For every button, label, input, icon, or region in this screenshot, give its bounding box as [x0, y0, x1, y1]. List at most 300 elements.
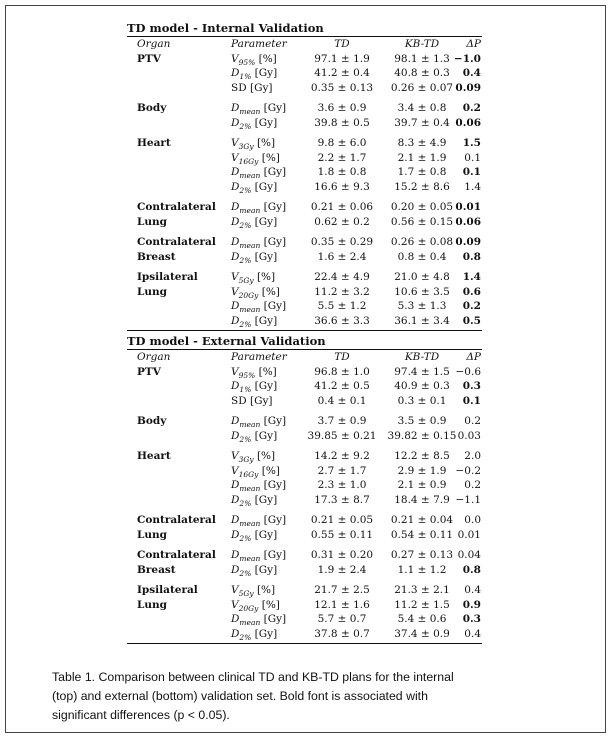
parameter-symbol-letter: D: [231, 215, 240, 228]
delta-p-value: 0.2: [464, 415, 481, 427]
parameter-symbol-letter: D: [231, 429, 240, 442]
table-row: [127, 612, 482, 627]
td-value: 0.21 ± 0.05: [310, 514, 374, 526]
delta-p-value: 0.1: [464, 151, 481, 164]
parameter-unit: [Gy]: [254, 493, 278, 506]
parameter-unit: [Gy]: [249, 394, 273, 407]
parameter-symbol-letter: V: [231, 598, 239, 611]
parameter-symbol-letter: D: [231, 236, 240, 248]
kbtd-value: 39.7 ± 0.4: [394, 116, 450, 129]
parameter-symbol-letter: D: [231, 300, 240, 312]
parameter-unit: [Gy]: [254, 314, 278, 327]
parameter-symbol-letter: V: [231, 285, 239, 298]
parameter-symbol: [231, 271, 254, 286]
table-row: [127, 583, 482, 598]
td-value: 37.8 ± 0.7: [314, 627, 370, 640]
kbtd-value: 5.3 ± 1.3: [397, 300, 447, 312]
parameter-symbol: [231, 564, 251, 576]
kbtd-value: 1.7 ± 0.8: [397, 166, 447, 178]
table-row: [127, 180, 482, 195]
td-value: 0.55 ± 0.11: [310, 528, 374, 541]
organ-label: Contralateral: [137, 514, 216, 526]
delta-p-value: 0.4: [462, 67, 481, 79]
parameter-symbol: [231, 251, 251, 263]
delta-p-value: 0.5: [462, 314, 481, 327]
td-value: 0.62 ± 0.2: [314, 215, 370, 228]
table-row: [127, 464, 482, 479]
parameter-unit: [Gy]: [263, 514, 287, 526]
parameter-symbol: [231, 395, 247, 407]
delta-p-value: −0.6: [455, 365, 481, 378]
td-value: 0.35 ± 0.29: [310, 236, 374, 248]
parameter-unit: [Gy]: [254, 215, 278, 228]
parameter-subscript: mean: [239, 241, 261, 251]
parameter-symbol-letter: D: [231, 479, 240, 491]
parameter-unit: [%]: [261, 285, 280, 298]
organ-label: Contralateral: [137, 549, 216, 561]
kbtd-value: 21.3 ± 2.1: [394, 584, 450, 596]
td-value: 1.8 ± 0.8: [317, 166, 367, 178]
delta-p-value: 0.03: [457, 429, 481, 442]
parameter-unit: [Gy]: [263, 102, 287, 114]
delta-p-value: 0.0: [464, 514, 481, 526]
td-value: 14.2 ± 9.2: [314, 450, 370, 462]
delta-p-value: 0.01: [457, 528, 481, 541]
table-row: [127, 598, 482, 613]
parameter-symbol-letter: V: [231, 450, 239, 462]
td-value: 97.1 ± 1.9: [314, 52, 370, 65]
delta-p-value: 0.3: [462, 613, 481, 625]
parameter-symbol-letter: V: [231, 365, 239, 378]
parameter-symbol: [231, 67, 252, 82]
parameter-label: [231, 314, 277, 333]
delta-p-value: −1.0: [453, 52, 481, 65]
parameter-symbol: [231, 117, 251, 129]
kbtd-value: 37.4 ± 0.9: [394, 627, 450, 640]
parameter-subscript: 3Gy: [238, 142, 254, 152]
parameter-subscript: 2%: [239, 632, 252, 642]
td-value: 9.8 ± 6.0: [317, 137, 367, 149]
kbtd-value: 0.54 ± 0.11: [390, 528, 454, 541]
parameter-symbol: [231, 286, 258, 298]
kbtd-value: 0.26 ± 0.08: [390, 236, 454, 248]
parameter-subscript: 2%: [239, 434, 252, 444]
delta-p-value: 0.1: [462, 166, 481, 178]
kbtd-value: 5.4 ± 0.6: [397, 613, 447, 625]
parameter-symbol-letter: V: [231, 464, 239, 477]
td-value: 5.5 ± 1.2: [317, 300, 367, 312]
parameter-subscript: 95%: [238, 57, 256, 67]
parameter-subscript: mean: [239, 171, 261, 181]
kbtd-value: 0.21 ± 0.04: [390, 514, 454, 526]
table-row: [127, 394, 482, 409]
table-row: [127, 116, 482, 131]
parameter-subscript: 2%: [239, 498, 252, 508]
table-row: [127, 379, 482, 394]
kbtd-value: 2.1 ± 1.9: [397, 151, 447, 164]
parameter-unit: [Gy]: [254, 563, 278, 576]
table-row: [127, 365, 482, 380]
delta-p-value: 0.1: [462, 394, 481, 407]
parameter-symbol-letter: D: [231, 563, 240, 576]
delta-p-value: 0.4: [464, 627, 481, 640]
bottom-rule: [127, 643, 482, 644]
delta-p-value: 0.06: [455, 116, 481, 129]
table-caption: [52, 668, 572, 725]
parameter-subscript: mean: [239, 618, 261, 628]
td-value: 1.6 ± 2.4: [317, 250, 367, 263]
table-row: [127, 66, 482, 81]
header-parameter: Parameter: [231, 38, 287, 50]
td-value: 39.8 ± 0.5: [314, 116, 370, 129]
td-value: 0.31 ± 0.20: [310, 549, 374, 561]
bottom-rule: [127, 330, 482, 331]
parameter-subscript: 2%: [239, 533, 252, 543]
table-row: [127, 270, 482, 285]
delta-p-value: 0.4: [464, 584, 481, 596]
organ-label: Lung: [137, 528, 167, 541]
internal-validation-table: [127, 20, 482, 331]
parameter-symbol: [231, 366, 255, 378]
td-value: 21.7 ± 2.5: [314, 584, 370, 596]
kbtd-value: 98.1 ± 1.3: [394, 52, 450, 65]
parameter-unit: [%]: [258, 52, 277, 65]
parameter-subscript: 3Gy: [238, 455, 254, 465]
parameter-unit: [Gy]: [254, 380, 278, 392]
kbtd-value: 40.8 ± 0.3: [394, 67, 450, 79]
parameter-symbol-letter: D: [231, 415, 240, 427]
table-row: [127, 215, 482, 230]
parameter-symbol: [231, 315, 251, 327]
delta-p-value: 1.4: [464, 180, 481, 193]
td-value: 2.2 ± 1.7: [317, 151, 367, 164]
parameter-symbol: [231, 529, 251, 541]
kbtd-value: 12.2 ± 8.5: [394, 450, 450, 462]
organ-label: Contralateral: [137, 236, 216, 248]
parameter-symbol: [231, 166, 261, 181]
parameter-label: [231, 394, 272, 409]
parameter-symbol: [231, 300, 261, 315]
parameter-unit: [Gy]: [254, 429, 278, 442]
organ-label: Heart: [137, 450, 171, 462]
kbtd-value: 40.9 ± 0.3: [394, 380, 450, 392]
header-kbtd: KB-TD: [404, 351, 440, 363]
td-value: 16.6 ± 9.3: [314, 180, 370, 193]
td-value: 39.85 ± 0.21: [307, 429, 377, 442]
table-row: [127, 528, 482, 543]
parameter-subscript: 1%: [239, 385, 252, 395]
parameter-subscript: 2%: [239, 220, 252, 230]
parameter-unit: [%]: [256, 271, 276, 283]
organ-label: PTV: [137, 365, 161, 378]
delta-p-value: 0.2: [464, 479, 481, 491]
delta-p-value: 0.2: [462, 300, 481, 312]
td-value: 3.6 ± 0.9: [317, 102, 367, 114]
table-row: [127, 200, 482, 215]
parameter-subscript: 2%: [239, 319, 252, 329]
parameter-symbol-letter: D: [231, 250, 240, 263]
delta-p-value: 0.3: [462, 380, 481, 392]
parameter-symbol: [231, 102, 261, 117]
delta-p-value: 0.8: [462, 250, 481, 263]
td-value: 0.35 ± 0.13: [310, 81, 374, 94]
kbtd-value: 36.1 ± 3.4: [394, 314, 450, 327]
parameter-subscript: 2%: [239, 568, 252, 578]
td-value: 0.21 ± 0.06: [310, 201, 374, 213]
parameter-unit: [Gy]: [254, 627, 278, 640]
organ-label: PTV: [137, 52, 161, 65]
parameter-subscript: mean: [239, 554, 261, 564]
parameter-symbol: [231, 236, 261, 251]
parameter-symbol: [231, 216, 251, 228]
table-row: [127, 563, 482, 578]
parameter-unit: [Gy]: [263, 549, 287, 561]
kbtd-value: 0.27 ± 0.13: [390, 549, 454, 561]
parameter-subscript: 5Gy: [238, 276, 254, 286]
organ-label: Heart: [137, 137, 171, 149]
parameter-symbol: [231, 613, 261, 628]
parameter-unit: [Gy]: [254, 116, 278, 129]
parameter-subscript: 20Gy: [238, 603, 259, 613]
kbtd-value: 2.9 ± 1.9: [397, 464, 447, 477]
parameter-label: [231, 627, 277, 646]
delta-p-value: 0.06: [455, 215, 481, 228]
parameter-subscript: mean: [239, 420, 261, 430]
delta-p-value: 2.0: [464, 450, 481, 462]
kbtd-value: 21.0 ± 4.8: [394, 271, 450, 283]
parameter-symbol-letter: D: [231, 116, 240, 129]
table-row: [127, 165, 482, 180]
parameter-label: [231, 116, 277, 135]
parameter-symbol-letter: D: [231, 102, 240, 114]
parameter-subscript: mean: [239, 107, 261, 117]
parameter-symbol: [231, 450, 254, 465]
parameter-symbol-letter: D: [231, 549, 240, 561]
parameter-unit: [Gy]: [263, 236, 287, 248]
parameter-symbol: [231, 201, 261, 216]
header-row: [127, 350, 482, 365]
td-value: 0.4 ± 0.1: [317, 394, 367, 407]
parameter-unit: [Gy]: [249, 81, 273, 94]
organ-label: Breast: [137, 563, 176, 576]
parameter-symbol-letter: D: [231, 201, 240, 213]
table-row: [127, 548, 482, 563]
header-kbtd: KB-TD: [404, 38, 440, 50]
parameter-symbol: [231, 415, 261, 430]
organ-label: Lung: [137, 215, 167, 228]
delta-p-value: 0.09: [455, 81, 481, 94]
parameter-symbol-letter: D: [231, 613, 240, 625]
kbtd-value: 0.20 ± 0.05: [390, 201, 454, 213]
parameter-symbol: [231, 465, 258, 477]
td-value: 36.6 ± 3.3: [314, 314, 370, 327]
kbtd-value: 10.6 ± 3.5: [394, 285, 450, 298]
td-value: 5.7 ± 0.7: [317, 613, 367, 625]
table-row: [127, 285, 482, 300]
parameter-symbol-letter: V: [231, 271, 239, 283]
kbtd-value: 2.1 ± 0.9: [397, 479, 447, 491]
organ-label: Body: [137, 415, 167, 427]
parameter-label: [231, 250, 277, 269]
kbtd-value: 15.2 ± 8.6: [394, 180, 450, 193]
table-row: [127, 429, 482, 444]
parameter-label: [231, 180, 277, 199]
table-row: [127, 235, 482, 250]
table-row: [127, 493, 482, 508]
caption-line-2: (top) and external (bottom) validation set. Bold font is associated with: [52, 689, 428, 703]
section-title: TD model - Internal Validation: [127, 21, 324, 35]
parameter-unit: [%]: [258, 365, 277, 378]
kbtd-value: 0.26 ± 0.07: [390, 81, 454, 94]
header-td: TD: [334, 38, 350, 50]
parameter-subscript: 5Gy: [238, 589, 254, 599]
td-value: 22.4 ± 4.9: [314, 271, 370, 283]
td-value: 3.7 ± 0.9: [317, 415, 367, 427]
parameter-subscript: mean: [239, 519, 261, 529]
td-value: 1.9 ± 2.4: [317, 563, 367, 576]
td-value: 2.7 ± 1.7: [317, 464, 367, 477]
td-value: 41.2 ± 0.4: [314, 67, 370, 79]
header-td: TD: [334, 351, 350, 363]
kbtd-value: 1.1 ± 1.2: [397, 563, 447, 576]
parameter-unit: [Gy]: [263, 166, 287, 178]
kbtd-value: 11.2 ± 1.5: [394, 598, 450, 611]
parameter-symbol-letter: D: [231, 166, 240, 178]
td-value: 41.2 ± 0.5: [314, 380, 370, 392]
parameter-unit: [%]: [261, 598, 280, 611]
kbtd-value: 0.8 ± 0.4: [397, 250, 447, 263]
delta-p-value: 0.09: [455, 236, 481, 248]
header-delta-p: ΔP: [466, 351, 481, 363]
parameter-symbol-letter: SD: [231, 81, 247, 94]
parameter-subscript: 16Gy: [238, 156, 259, 166]
parameter-subscript: 2%: [239, 255, 252, 265]
header-delta-p: ΔP: [466, 38, 481, 50]
kbtd-value: 3.4 ± 0.8: [397, 102, 447, 114]
external-validation-table: [127, 333, 482, 644]
section-title: TD model - External Validation: [127, 334, 326, 348]
parameter-symbol: [231, 514, 261, 529]
parameter-unit: [%]: [261, 151, 280, 164]
parameter-label: [231, 81, 272, 96]
parameter-subscript: 1%: [239, 72, 252, 82]
parameter-symbol: [231, 152, 258, 164]
parameter-symbol-letter: D: [231, 514, 240, 526]
delta-p-value: 0.9: [462, 598, 481, 611]
td-value: 96.8 ± 1.0: [314, 365, 370, 378]
kbtd-value: 3.5 ± 0.9: [397, 415, 447, 427]
delta-p-value: 0.8: [462, 563, 481, 576]
parameter-label: [231, 528, 277, 547]
parameter-symbol-letter: V: [231, 52, 239, 65]
parameter-symbol: [231, 380, 252, 395]
parameter-subscript: mean: [239, 305, 261, 315]
parameter-symbol: [231, 584, 254, 599]
parameter-unit: [Gy]: [263, 613, 287, 625]
parameter-symbol: [231, 479, 261, 494]
organ-label: Lung: [137, 285, 167, 298]
parameter-symbol: [231, 82, 247, 94]
caption-line-1: Table 1. Comparison between clinical TD and KB-TD plans for the internal: [52, 670, 454, 684]
parameter-symbol-letter: D: [231, 627, 240, 640]
parameter-symbol-letter: V: [231, 151, 239, 164]
table-row: [127, 136, 482, 151]
parameter-unit: [Gy]: [263, 415, 287, 427]
parameter-unit: [Gy]: [263, 300, 287, 312]
kbtd-value: 0.3 ± 0.1: [397, 394, 447, 407]
table-row: [127, 449, 482, 464]
parameter-symbol-letter: V: [231, 137, 239, 149]
kbtd-value: 18.4 ± 7.9: [394, 493, 450, 506]
parameter-unit: [Gy]: [254, 67, 278, 79]
header-parameter: Parameter: [231, 351, 287, 363]
td-value: 2.3 ± 1.0: [317, 479, 367, 491]
parameter-symbol-letter: D: [231, 528, 240, 541]
delta-p-value: 0.2: [462, 102, 481, 114]
kbtd-value: 8.3 ± 4.9: [397, 137, 447, 149]
organ-label: Ipsilateral: [137, 584, 198, 596]
parameter-unit: [Gy]: [263, 479, 287, 491]
table-row: [127, 513, 482, 528]
parameter-label: [231, 215, 277, 234]
parameter-label: [231, 429, 277, 448]
table-row: [127, 478, 482, 493]
parameter-symbol: [231, 549, 261, 564]
parameter-symbol: [231, 494, 251, 506]
parameter-symbol-letter: D: [231, 314, 240, 327]
organ-label: Body: [137, 102, 167, 114]
delta-p-value: 1.4: [462, 271, 481, 283]
delta-p-value: −1.1: [455, 493, 481, 506]
parameter-label: [231, 563, 277, 582]
header-organ: Organ: [137, 38, 171, 50]
parameter-unit: [%]: [256, 450, 276, 462]
table-row: [127, 627, 482, 642]
table-row: [127, 81, 482, 96]
parameter-symbol: [231, 430, 251, 442]
organ-label: Contralateral: [137, 201, 216, 213]
table-row: [127, 250, 482, 265]
parameter-subscript: 16Gy: [238, 469, 259, 479]
delta-p-value: 0.04: [457, 549, 481, 561]
parameter-symbol: [231, 599, 258, 611]
parameter-symbol: [231, 181, 251, 193]
parameter-subscript: mean: [239, 484, 261, 494]
table-row: [127, 314, 482, 329]
td-value: 12.1 ± 1.6: [314, 598, 370, 611]
header-organ: Organ: [137, 351, 171, 363]
table-row: [127, 101, 482, 116]
parameter-unit: [%]: [261, 464, 280, 477]
parameter-label: [231, 493, 277, 512]
table-row: [127, 299, 482, 314]
parameter-symbol-letter: D: [231, 380, 240, 392]
caption-line-3: significant differences (p < 0.05).: [52, 708, 230, 722]
organ-label: Lung: [137, 598, 167, 611]
parameter-subscript: 95%: [238, 370, 256, 380]
parameter-symbol: [231, 53, 255, 65]
parameter-symbol-letter: D: [231, 180, 240, 193]
parameter-unit: [Gy]: [263, 201, 287, 213]
parameter-symbol: [231, 137, 254, 152]
parameter-symbol-letter: V: [231, 584, 239, 596]
organ-label: Ipsilateral: [137, 271, 198, 283]
kbtd-value: 0.56 ± 0.15: [390, 215, 454, 228]
table-row: [127, 414, 482, 429]
parameter-subscript: mean: [239, 206, 261, 216]
kbtd-value: 39.82 ± 0.15: [387, 429, 457, 442]
table-row: [127, 52, 482, 67]
